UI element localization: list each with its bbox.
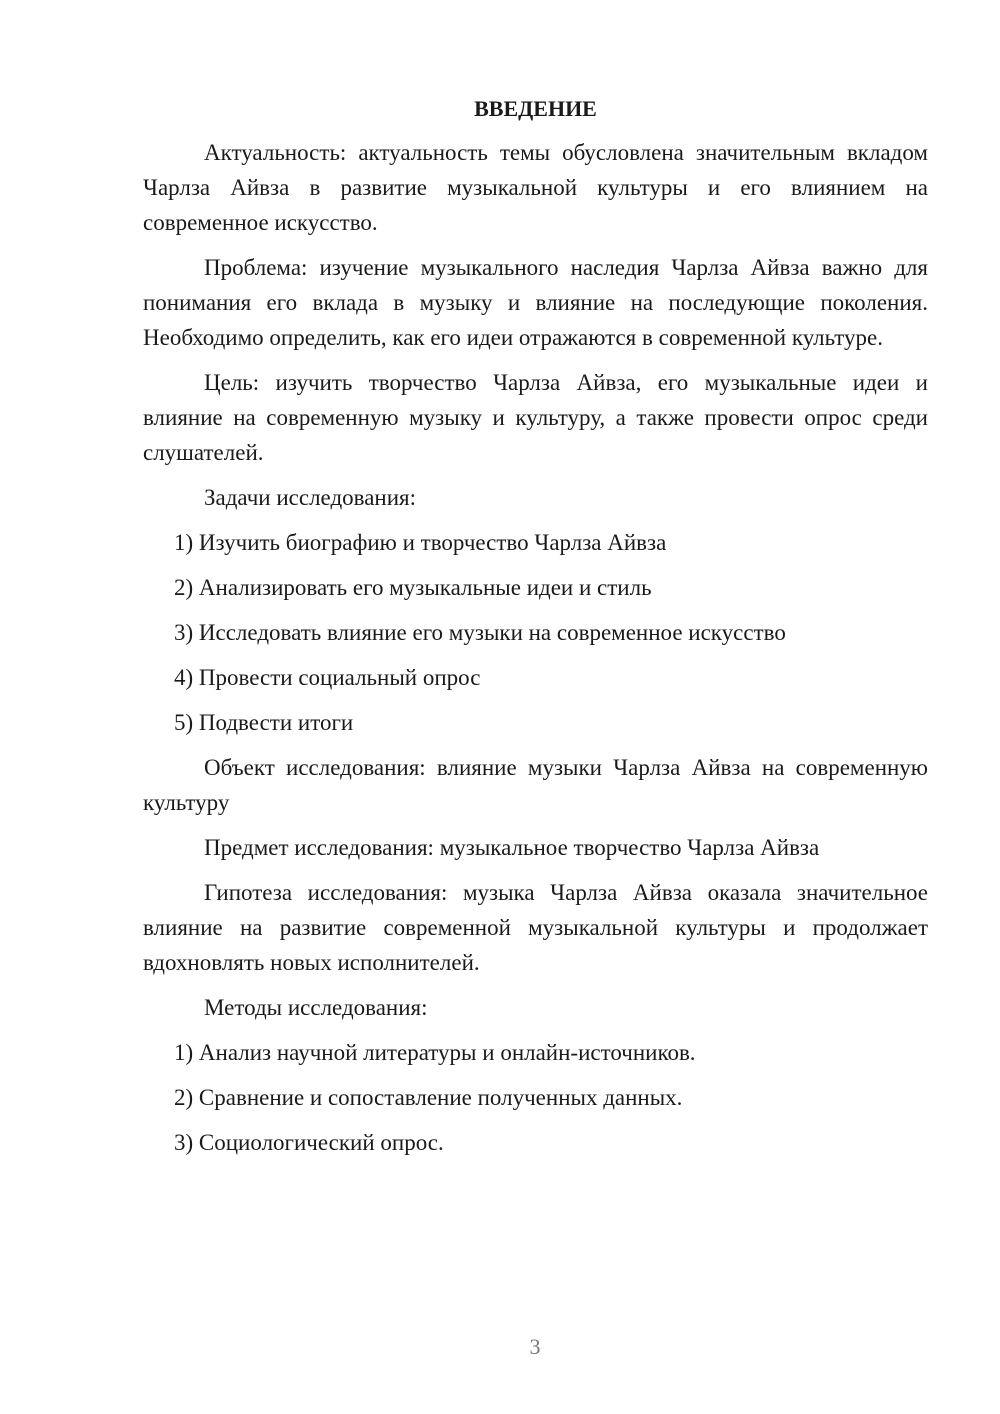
relevance-paragraph: Актуальность: актуальность темы обусловлена значительным вкладом Чарлза Айвза в развитие музыкальной культуры и его влиянием на современное искусство.	[143, 140, 928, 235]
hypothesis-paragraph: Гипотеза исследования: музыка Чарлза Айвза оказала значительное влияние на развитие современной музыкальной культуры и продолжает вдохновлять новых исполнителей.	[143, 880, 928, 975]
page-number: 3	[529, 1334, 541, 1359]
task-item-3: 3) Исследовать влияние его музыки на современное искусство	[174, 620, 786, 645]
methods-heading: Методы исследования:	[204, 995, 428, 1020]
method-item-3: 3) Социологический опрос.	[174, 1130, 444, 1155]
method-item-1: 1) Анализ научной литературы и онлайн-источников.	[174, 1040, 696, 1065]
task-item-5: 5) Подвести итоги	[174, 710, 354, 735]
document-body	[143, 94, 928, 1170]
object-paragraph: Объект исследования: влияние музыки Чарлза Айвза на современную культуру	[143, 755, 928, 815]
task-item-2: 2) Анализировать его музыкальные идеи и стиль	[174, 575, 652, 600]
problem-paragraph: Проблема: изучение музыкального наследия Чарлза Айвза важно для понимания его вклада в музыку и влияние на последующие поколения. Необходимо определить, как его идеи отражаются в современной культуре.	[143, 255, 928, 350]
subject-paragraph: Предмет исследования: музыкальное творчество Чарлза Айвза	[204, 835, 820, 860]
tasks-heading: Задачи исследования:	[204, 485, 417, 510]
goal-paragraph: Цель: изучить творчество Чарлза Айвза, его музыкальные идеи и влияние на современную музыку и культуру, а также провести опрос среди слушателей.	[143, 370, 928, 465]
method-item-2: 2) Сравнение и сопоставление полученных данных.	[174, 1085, 683, 1110]
task-item-4: 4) Провести социальный опрос	[174, 665, 481, 690]
task-item-1: 1) Изучить биографию и творчество Чарлза Айвза	[174, 530, 667, 555]
section-title: ВВЕДЕНИЕ	[474, 96, 597, 121]
